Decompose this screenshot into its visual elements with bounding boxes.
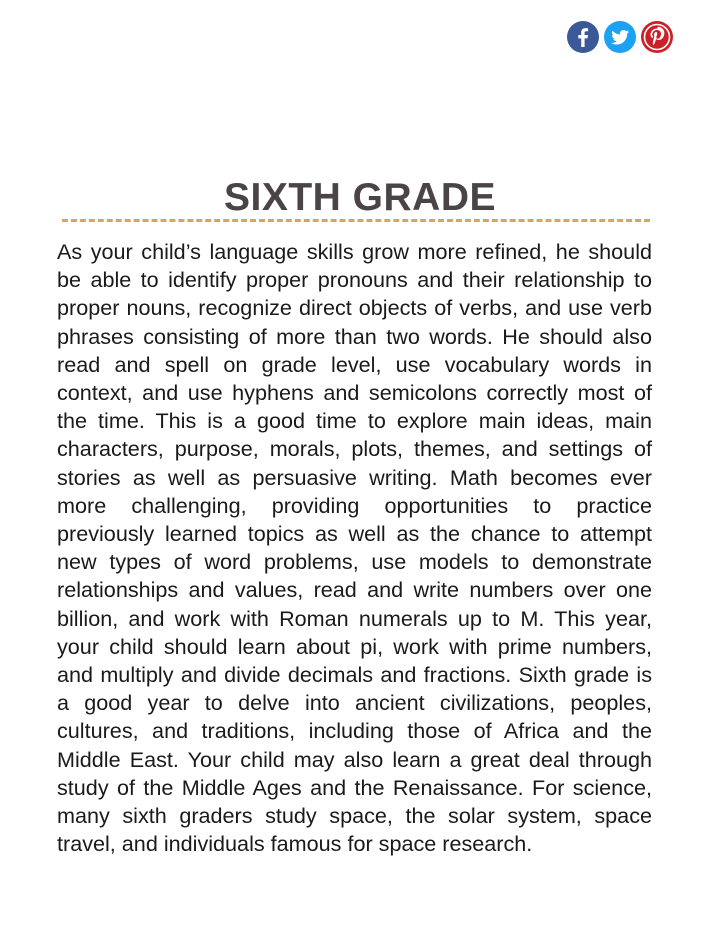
dashed-divider: [62, 219, 650, 222]
share-bar: [566, 20, 674, 54]
facebook-share-button[interactable]: [566, 20, 600, 54]
pinterest-share-button[interactable]: [640, 20, 674, 54]
section-body-text: As your child’s language skills grow more refined, he should be able to identify proper pronouns and their relationship to proper nouns, recognize direct objects of verbs, and use verb phrases consisting of more than two words. He should also read and spell on grade level, use vocabulary words in context, and use hyphens and semicolons correctly most of the time. This is a good time to explore main ideas, main characters, purpose, morals, plots, themes, and settings of stories as well as persuasive writing. Math becomes ever more challenging, providing opportunities to practice previously learned topics as well as the chance to attempt new types of word problems, use models to demonstrate relationships and values, read and write numbers over one billion, and work with Roman numerals up to M. This year, your child should learn about pi, work with prime numbers, and multiply and divide decimals and fractions. Sixth grade is a good year to delve into ancient civilizations, peoples, cultures, and traditions, including those of Africa and the Middle East. Your child may also learn a great deal through study of the Middle Ages and the Renaissance. For science, many sixth graders study space, the solar system, space travel, and individuals famous for space research.: [57, 239, 652, 857]
section-title: SIXTH GRADE: [223, 176, 497, 220]
twitter-icon: [603, 20, 637, 54]
facebook-icon: [566, 20, 600, 54]
twitter-share-button[interactable]: [603, 20, 637, 54]
pinterest-icon: [640, 20, 674, 54]
